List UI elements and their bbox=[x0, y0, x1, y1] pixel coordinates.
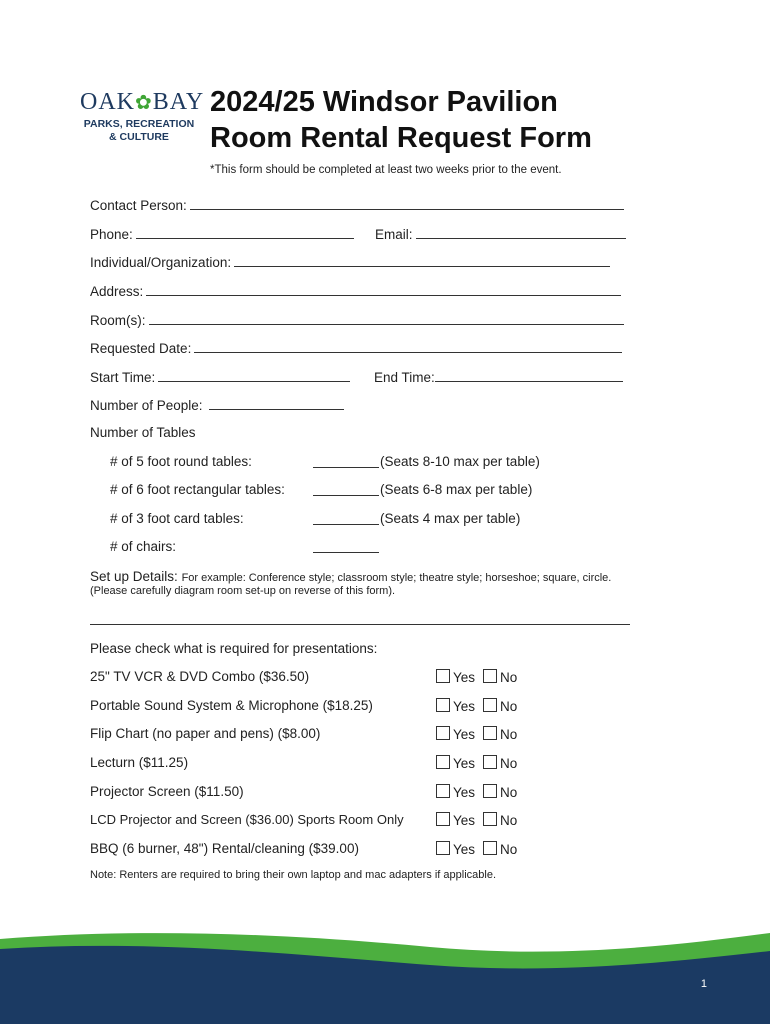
no-label: No bbox=[500, 785, 518, 800]
yes-checkbox[interactable] bbox=[436, 755, 450, 769]
logo-wordmark bbox=[80, 89, 205, 115]
setup-details-field[interactable] bbox=[90, 611, 630, 625]
yes-checkbox[interactable] bbox=[436, 841, 450, 855]
logo-word-bay: BAY bbox=[152, 89, 205, 115]
no-checkbox[interactable] bbox=[483, 726, 497, 740]
equipment-options bbox=[436, 755, 517, 771]
presentations-heading: Please check what is required for presentations: bbox=[90, 641, 378, 656]
table-label: # of chairs: bbox=[110, 539, 177, 554]
equipment-item: BBQ (6 burner, 48") Rental/cleaning ($39.00) bbox=[90, 841, 359, 856]
end-time-field[interactable] bbox=[435, 368, 623, 382]
yes-label: Yes bbox=[453, 813, 476, 828]
no-checkbox[interactable] bbox=[483, 784, 497, 798]
email-label: Email: bbox=[375, 227, 413, 242]
equipment-item: Portable Sound System & Microphone ($18.25) bbox=[90, 698, 373, 713]
yes-checkbox[interactable] bbox=[436, 784, 450, 798]
tables-heading: Number of Tables bbox=[90, 425, 196, 440]
start-time-row bbox=[90, 368, 350, 385]
table-note: (Seats 4 max per table) bbox=[380, 511, 521, 526]
end-time-label: End Time: bbox=[374, 370, 435, 385]
equipment-item: Flip Chart (no paper and pens) ($8.00) bbox=[90, 726, 321, 741]
contact-person-label: Contact Person: bbox=[90, 198, 187, 213]
table-label: # of 3 foot card tables: bbox=[110, 511, 244, 526]
no-label: No bbox=[500, 756, 518, 771]
logo-subtitle-line2: & CULTURE bbox=[109, 131, 169, 143]
no-checkbox[interactable] bbox=[483, 755, 497, 769]
chairs-field[interactable] bbox=[313, 539, 379, 553]
yes-checkbox[interactable] bbox=[436, 812, 450, 826]
footer-wave bbox=[0, 925, 770, 1024]
no-checkbox[interactable] bbox=[483, 841, 497, 855]
no-label: No bbox=[500, 842, 518, 857]
page-number: 1 bbox=[700, 978, 707, 990]
start-time-label: Start Time: bbox=[90, 370, 156, 385]
requested-date-label: Requested Date: bbox=[90, 341, 192, 356]
rooms-label: Room(s): bbox=[90, 313, 146, 328]
requested-date-row bbox=[90, 339, 622, 356]
equipment-options bbox=[436, 698, 517, 714]
yes-label: Yes bbox=[453, 785, 476, 800]
rooms-row bbox=[90, 311, 624, 328]
logo-subtitle-line1: PARKS, RECREATION bbox=[83, 118, 195, 130]
setup-details-row bbox=[90, 569, 611, 584]
people-field[interactable] bbox=[209, 396, 344, 410]
phone-field[interactable] bbox=[136, 225, 354, 239]
footer-note: Note: Renters are required to bring their own laptop and mac adapters if applicable. bbox=[90, 869, 497, 881]
address-row bbox=[90, 282, 621, 299]
table-note: (Seats 8-10 max per table) bbox=[380, 454, 540, 469]
rooms-field[interactable] bbox=[149, 311, 624, 325]
no-label: No bbox=[500, 670, 518, 685]
table-label: # of 5 foot round tables: bbox=[110, 454, 252, 469]
no-checkbox[interactable] bbox=[483, 812, 497, 826]
no-label: No bbox=[500, 813, 518, 828]
equipment-item: Lecturn ($11.25) bbox=[90, 755, 189, 770]
form-title-line1: 2024/25 Windsor Pavilion bbox=[210, 86, 558, 118]
yes-checkbox[interactable] bbox=[436, 698, 450, 712]
equipment-item: LCD Projector and Screen ($36.00) Sports Room Only bbox=[90, 812, 404, 827]
phone-label: Phone: bbox=[90, 227, 133, 242]
yes-label: Yes bbox=[453, 842, 476, 857]
yes-label: Yes bbox=[453, 699, 476, 714]
equipment-item: 25" TV VCR & DVD Combo ($36.50) bbox=[90, 669, 310, 684]
equipment-options bbox=[436, 669, 517, 685]
yes-checkbox[interactable] bbox=[436, 669, 450, 683]
logo-subtitle bbox=[80, 118, 198, 144]
people-row bbox=[90, 396, 344, 413]
people-label: Number of People: bbox=[90, 398, 203, 413]
organization-field[interactable] bbox=[234, 253, 610, 267]
yes-label: Yes bbox=[453, 670, 476, 685]
card-tables-field[interactable] bbox=[313, 511, 379, 525]
equipment-item: Projector Screen ($11.50) bbox=[90, 784, 244, 799]
phone-row bbox=[90, 225, 354, 242]
email-row bbox=[375, 225, 626, 242]
equipment-options bbox=[436, 784, 517, 800]
end-time-row bbox=[374, 368, 623, 385]
contact-person-field[interactable] bbox=[190, 196, 624, 210]
table-label: # of 6 foot rectangular tables: bbox=[110, 482, 285, 497]
equipment-options bbox=[436, 812, 517, 828]
no-checkbox[interactable] bbox=[483, 698, 497, 712]
address-label: Address: bbox=[90, 284, 144, 299]
form-title bbox=[210, 84, 592, 156]
organization-label: Individual/Organization: bbox=[90, 255, 232, 270]
requested-date-field[interactable] bbox=[194, 339, 622, 353]
setup-details-label: Set up Details: bbox=[90, 569, 178, 584]
start-time-field[interactable] bbox=[158, 368, 350, 382]
setup-details-example: For example: Conference style; classroom style; theatre style; horseshoe; square, circle. bbox=[181, 572, 612, 584]
email-field[interactable] bbox=[416, 225, 626, 239]
address-field[interactable] bbox=[146, 282, 621, 296]
form-title-line2: Room Rental Request Form bbox=[210, 122, 592, 154]
contact-person-row bbox=[90, 196, 624, 213]
equipment-options bbox=[436, 841, 517, 857]
table-note: (Seats 6-8 max per table) bbox=[380, 482, 533, 497]
organization-row bbox=[90, 253, 610, 270]
round-tables-field[interactable] bbox=[313, 454, 379, 468]
setup-details-note: (Please carefully diagram room set-up on reverse of this form). bbox=[90, 585, 396, 597]
oak-bay-logo bbox=[80, 89, 205, 144]
yes-checkbox[interactable] bbox=[436, 726, 450, 740]
completion-note: *This form should be completed at least two weeks prior to the event. bbox=[210, 164, 562, 176]
rectangular-tables-field[interactable] bbox=[313, 482, 379, 496]
yes-label: Yes bbox=[453, 756, 476, 771]
equipment-options bbox=[436, 726, 517, 742]
logo-word-oak: OAK bbox=[80, 89, 135, 115]
no-label: No bbox=[500, 699, 518, 714]
maple-leaf-icon: ✿ bbox=[135, 92, 153, 114]
no-label: No bbox=[500, 727, 518, 742]
no-checkbox[interactable] bbox=[483, 669, 497, 683]
yes-label: Yes bbox=[453, 727, 476, 742]
